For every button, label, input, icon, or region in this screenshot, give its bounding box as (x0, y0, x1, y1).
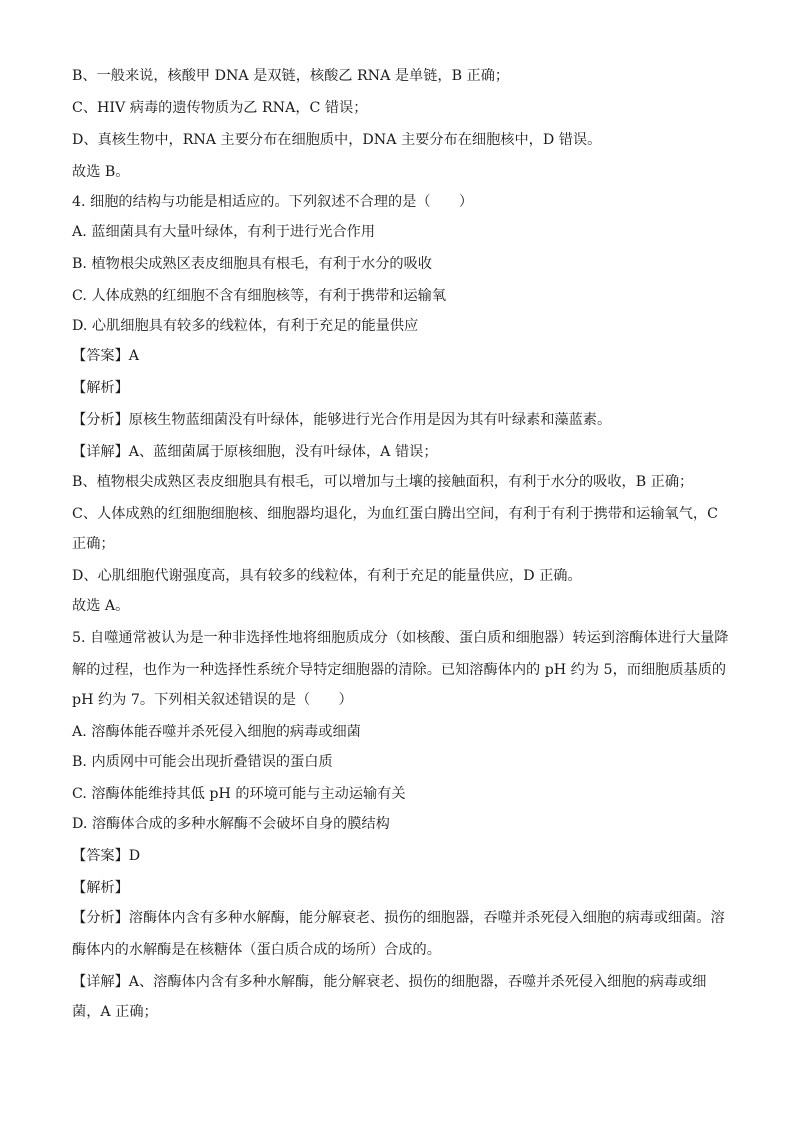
text-line: 故选 A。 (72, 598, 130, 614)
analysis-label: 【解析】 (72, 880, 129, 896)
question-stem: 4. 细胞的结构与功能是相适应的。下列叙述不合理的是（ ） (72, 194, 474, 210)
option-b: B. 内质网中可能会出现折叠错误的蛋白质 (72, 754, 333, 770)
option-a: A. 溶酶体能吞噬并杀死侵入细胞的病毒或细菌 (72, 724, 361, 740)
text-line: 菌，A 正确； (72, 1004, 158, 1020)
option-a: A. 蓝细菌具有大量叶绿体，有利于进行光合作用 (72, 224, 376, 240)
question-stem: 5. 自噬通常被认为是一种非选择性地将细胞质成分（如核酸、蛋白质和细胞器）转运到溶酶体进行大量降 (72, 630, 729, 646)
option-d: D. 溶酶体合成的多种水解酶不会破坏自身的膜结构 (72, 816, 390, 832)
text-line: 【详解】A、蓝细菌属于原核细胞，没有叶绿体，A 错误； (72, 444, 438, 460)
text-line: B、植物根尖成熟区表皮细胞具有根毛，可以增加与土壤的接触面积，有利于水分的吸收，B 正确； (72, 474, 694, 490)
analysis-label: 【解析】 (72, 380, 129, 396)
text-line: 【分析】原核生物蓝细菌没有叶绿体，能够进行光合作用是因为其有叶绿素和藻蓝素。 (72, 412, 612, 428)
question-stem: 解的过程，也作为一种选择性系统介导特定细胞器的清除。已知溶酶体内的 pH 约为 5，而细胞质基质的 (72, 662, 727, 678)
option-d: D. 心肌细胞具有较多的线粒体，有利于充足的能量供应 (72, 318, 419, 334)
text-line: D、真核生物中，RNA 主要分布在细胞质中，DNA 主要分布在细胞核中，D 错误。 (72, 132, 602, 148)
answer-label: 【答案】A (72, 348, 139, 364)
text-line: 正确； (72, 536, 115, 552)
option-c: C. 人体成熟的红细胞不含有细胞核等，有利于携带和运输氧 (72, 288, 447, 304)
option-b: B. 植物根尖成熟区表皮细胞具有根毛，有利于水分的吸收 (72, 256, 432, 272)
text-line: D、心肌细胞代谢强度高，具有较多的线粒体，有利于充足的能量供应，D 正确。 (72, 568, 582, 584)
text-line: B、一般来说，核酸甲 DNA 是双链，核酸乙 RNA 是单链，B 正确； (72, 68, 510, 84)
answer-label: 【答案】D (72, 848, 141, 864)
text-line: 酶体内的水解酶是在核糖体（蛋白质合成的场所）合成的。 (72, 942, 441, 958)
text-line: C、HIV 病毒的遗传物质为乙 RNA，C 错误； (72, 100, 368, 116)
text-line: 故选 B。 (72, 164, 130, 180)
text-line: 【分析】溶酶体内含有多种水解酶，能分解衰老、损伤的细胞器，吞噬并杀死侵入细胞的病毒或细菌。溶 (72, 910, 725, 926)
option-c: C. 溶酶体能维持其低 pH 的环境可能与主动运输有关 (72, 786, 406, 802)
text-line: C、人体成熟的红细胞细胞核、细胞器均退化，为血红蛋白腾出空间，有利于有利于携带和运输氧气，C (72, 506, 718, 522)
question-stem: pH 约为 7。下列相关叙述错误的是（ ） (72, 692, 353, 708)
text-line: 【详解】A、溶酶体内含有多种水解酶，能分解衰老、损伤的细胞器，吞噬并杀死侵入细胞的病毒或细 (72, 974, 707, 990)
